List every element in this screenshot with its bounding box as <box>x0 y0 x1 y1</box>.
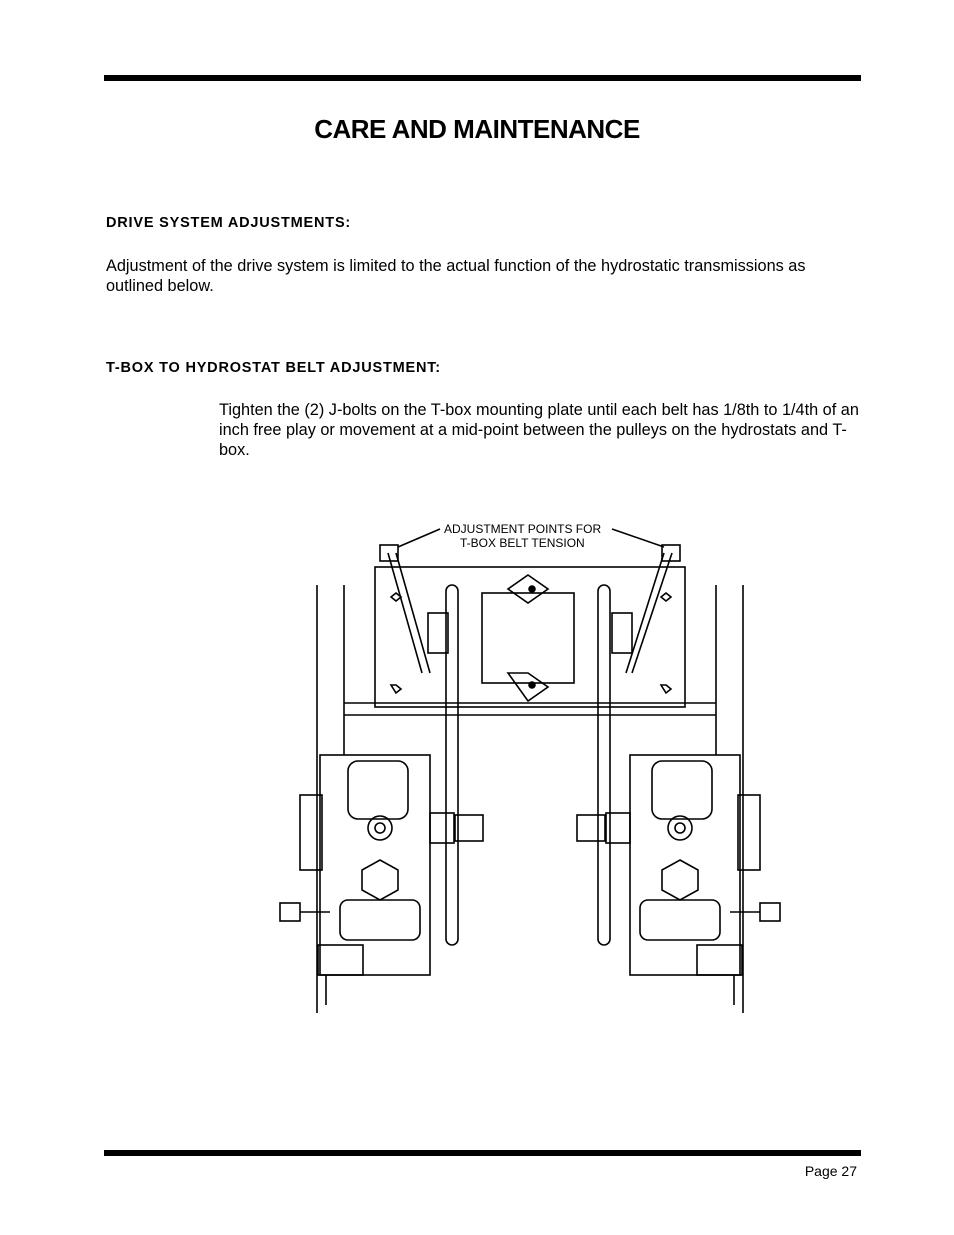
page-number: Page 27 <box>804 1163 857 1179</box>
callout-line-1: ADJUSTMENT POINTS FOR <box>444 522 602 536</box>
section-body-belt-adjustment: Tighten the (2) J-bolts on the T-box mounting plate until each belt has 1/8th to 1/4th of an inch free play or movement at a mid-point between the pulleys on the hydrostats and T-box. <box>219 401 859 459</box>
page-title: CARE AND MAINTENANCE <box>314 114 640 144</box>
top-rule <box>104 75 861 81</box>
section-heading-drive-system: DRIVE SYSTEM ADJUSTMENTS: <box>106 215 352 231</box>
section-body-drive-system: Adjustment of the drive system is limited to the actual function of the hydrostatic transmissions as outlined below. <box>106 257 806 295</box>
bottom-rule <box>104 1150 861 1156</box>
belt-tension-diagram <box>270 505 790 1020</box>
callout-line-2: T-BOX BELT TENSION <box>460 536 585 550</box>
section-heading-belt-adjustment: T-BOX TO HYDROSTAT BELT ADJUSTMENT: <box>106 360 441 376</box>
